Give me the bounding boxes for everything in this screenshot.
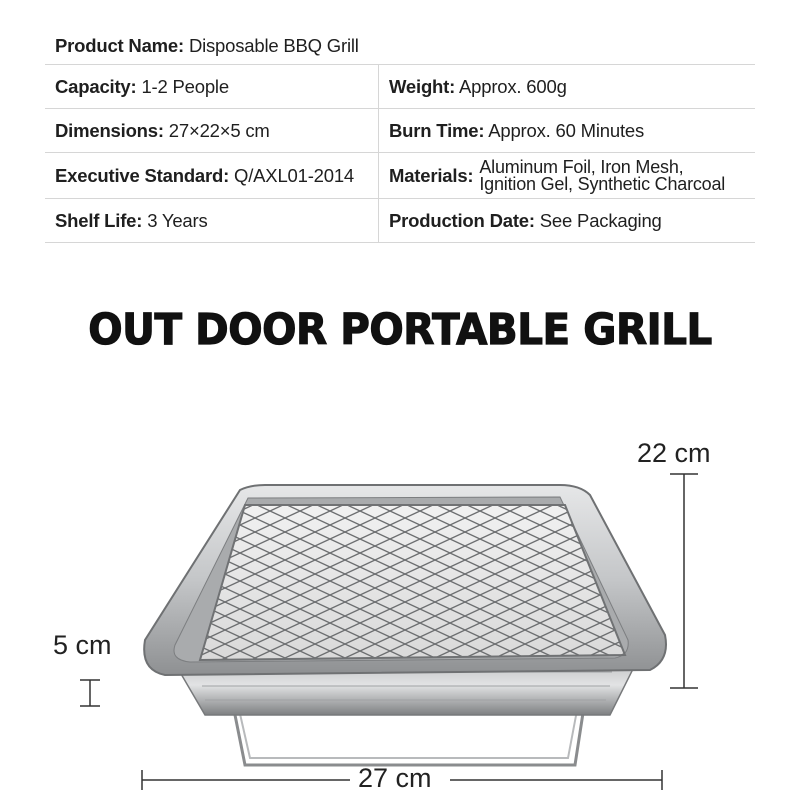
spec-value: Disposable BBQ Grill: [188, 35, 359, 56]
depth-dimension-line: [670, 474, 698, 688]
headline: OUT DOOR PORTABLE GRILL: [88, 305, 712, 355]
spec-label: Capacity:: [55, 75, 137, 97]
spec-label: Dimensions:: [55, 119, 164, 141]
spec-value-line2: Ignition Gel, Synthetic Charcoal: [479, 173, 726, 194]
spec-label: Executive Standard:: [55, 164, 230, 186]
spec-label: Shelf Life:: [55, 209, 143, 231]
spec-value-line1: Aluminum Foil, Iron Mesh,: [479, 156, 684, 177]
spec-label: Weight:: [389, 75, 456, 97]
spec-value: Q/AXL01-2014: [234, 164, 355, 186]
spec-label: Materials:: [389, 164, 474, 186]
height-dimension-line: [80, 680, 100, 706]
spec-label: Production Date:: [389, 209, 535, 231]
width-label: 27 cm: [358, 763, 432, 793]
spec-label: Burn Time:: [389, 119, 485, 141]
spec-value: See Packaging: [539, 209, 662, 231]
iron-mesh: [190, 500, 630, 665]
spec-value: 1-2 People: [141, 75, 229, 97]
height-label: 5 cm: [53, 630, 112, 660]
spec-label: Product Name:: [55, 35, 184, 56]
spec-value: Approx. 600g: [459, 75, 567, 97]
spec-value: 3 Years: [147, 209, 208, 231]
spec-value: Approx. 60 Minutes: [488, 119, 645, 141]
spec-value: 27×22×5 cm: [168, 119, 270, 141]
depth-label: 22 cm: [637, 438, 711, 468]
